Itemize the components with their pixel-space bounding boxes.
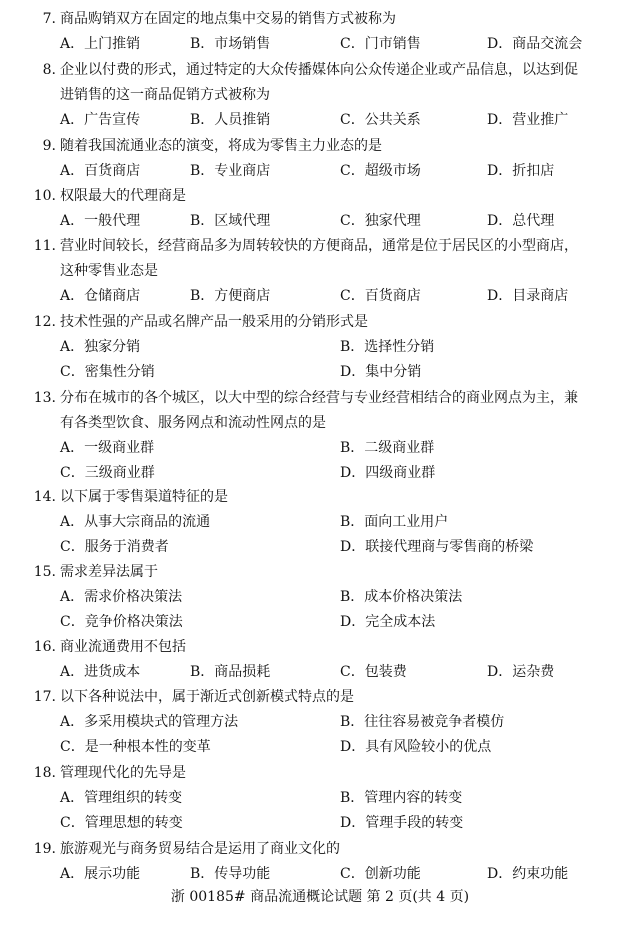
- option-b: B．商品损耗: [190, 664, 271, 680]
- option-c: C．竞争价格决策法: [60, 614, 183, 630]
- question-12: [0, 310, 640, 385]
- option-b: B．传导功能: [190, 866, 271, 882]
- question-10: [0, 184, 640, 234]
- option-a: A．展示功能: [60, 866, 141, 882]
- question-7: [0, 7, 640, 57]
- option-a: A．进货成本: [60, 664, 141, 680]
- question-number: 18.: [33, 765, 56, 781]
- option-b: B．人员推销: [190, 112, 271, 128]
- option-d: D．联接代理商与零售商的桥梁: [340, 539, 534, 555]
- question-number: 8.: [42, 62, 56, 78]
- question-8: [0, 58, 640, 133]
- option-d: D．管理手段的转变: [340, 815, 464, 831]
- option-c: C．门市销售: [340, 36, 421, 52]
- option-b: B．管理内容的转变: [340, 790, 463, 806]
- question-number: 16.: [33, 639, 56, 655]
- option-d: D．完全成本法: [340, 614, 436, 630]
- question-stem: 企业以付费的形式，通过特定的大众传播媒体向公众传递企业或产品信息，以达到促: [60, 62, 578, 78]
- option-d: D．折扣店: [487, 163, 555, 179]
- option-d: D．具有风险较小的优点: [340, 739, 492, 755]
- page-footer: 浙 00185# 商品流通概论试题 第 2 页(共 4 页): [170, 889, 470, 905]
- option-d: D．目录商店: [487, 288, 569, 304]
- question-9: [0, 134, 640, 184]
- question-11: [0, 234, 640, 309]
- option-a: A．从事大宗商品的流通: [60, 514, 211, 530]
- option-c: C．密集性分销: [60, 364, 155, 380]
- option-b: B．成本价格决策法: [340, 589, 463, 605]
- question-number: 13.: [33, 390, 56, 406]
- question-stem: 以下各种说法中，属于渐近式创新模式特点的是: [60, 689, 354, 705]
- option-a: A．一级商业群: [60, 440, 155, 456]
- question-16: [0, 635, 640, 685]
- option-d: D．四级商业群: [340, 465, 436, 481]
- option-d: D．运杂费: [487, 664, 555, 680]
- option-b: B．选择性分销: [340, 339, 435, 355]
- option-c: C．三级商业群: [60, 465, 155, 481]
- question-15: [0, 560, 640, 635]
- option-a: A．百货商店: [60, 163, 141, 179]
- question-18: [0, 761, 640, 836]
- question-number: 15.: [33, 564, 56, 580]
- option-a: A．仓储商店: [60, 288, 141, 304]
- option-a: A．广告宣传: [60, 112, 141, 128]
- option-b: B．专业商店: [190, 163, 271, 179]
- question-stem-continued: 进销售的这一商品促销方式被称为: [60, 87, 270, 103]
- option-b: B．市场销售: [190, 36, 271, 52]
- option-c: C．公共关系: [340, 112, 421, 128]
- option-a: A．多采用模块式的管理方法: [60, 714, 239, 730]
- question-13: [0, 386, 640, 486]
- question-number: 10.: [33, 188, 56, 204]
- question-number: 11.: [33, 238, 56, 254]
- question-number: 9.: [42, 138, 56, 154]
- option-b: B．区域代理: [190, 213, 271, 229]
- question-number: 7.: [42, 11, 56, 27]
- option-c: C．包装费: [340, 664, 407, 680]
- option-a: A．独家分销: [60, 339, 141, 355]
- option-d: D．集中分销: [340, 364, 422, 380]
- option-d: D．营业推广: [487, 112, 569, 128]
- option-c: C．管理思想的转变: [60, 815, 183, 831]
- question-number: 17.: [33, 689, 56, 705]
- question-stem: 需求差异法属于: [60, 564, 158, 580]
- option-b: B．面向工业用户: [340, 514, 449, 530]
- question-stem: 权限最大的代理商是: [60, 188, 186, 204]
- option-b: B．方便商店: [190, 288, 271, 304]
- option-d: D．总代理: [487, 213, 555, 229]
- option-d: D．约束功能: [487, 866, 569, 882]
- option-c: C．服务于消费者: [60, 539, 169, 555]
- question-stem-continued: 这种零售业态是: [60, 263, 158, 279]
- option-d: D．商品交流会: [487, 36, 583, 52]
- question-14: [0, 485, 640, 560]
- question-19: [0, 837, 640, 887]
- question-stem: 旅游观光与商务贸易结合是运用了商业文化的: [60, 841, 340, 857]
- option-c: C．是一种根本性的变革: [60, 739, 211, 755]
- option-c: C．创新功能: [340, 866, 421, 882]
- question-stem: 分布在城市的各个城区，以大中型的综合经营与专业经营相结合的商业网点为主，兼: [60, 390, 578, 406]
- option-a: A．上门推销: [60, 36, 141, 52]
- option-b: B．往往容易被竞争者模仿: [340, 714, 505, 730]
- option-a: A．管理组织的转变: [60, 790, 183, 806]
- option-b: B．二级商业群: [340, 440, 435, 456]
- question-number: 19.: [33, 841, 56, 857]
- question-stem: 商业流通费用不包括: [60, 639, 186, 655]
- option-a: A．需求价格决策法: [60, 589, 183, 605]
- question-stem-continued: 有各类型饮食、服务网点和流动性网点的是: [60, 415, 326, 431]
- option-c: C．百货商店: [340, 288, 421, 304]
- question-stem: 营业时间较长，经营商品多为周转较快的方便商品，通常是位于居民区的小型商店，: [60, 238, 578, 254]
- option-c: C．超级市场: [340, 163, 421, 179]
- question-stem: 以下属于零售渠道特征的是: [60, 489, 228, 505]
- question-17: [0, 685, 640, 760]
- option-a: A．一般代理: [60, 213, 141, 229]
- question-number: 14.: [33, 489, 56, 505]
- question-stem: 随着我国流通业态的演变，将成为零售主力业态的是: [60, 138, 382, 154]
- question-stem: 商品购销双方在固定的地点集中交易的销售方式被称为: [60, 11, 396, 27]
- question-number: 12.: [33, 314, 56, 330]
- option-c: C．独家代理: [340, 213, 421, 229]
- question-stem: 技术性强的产品或名牌产品一般采用的分销形式是: [60, 314, 368, 330]
- question-stem: 管理现代化的先导是: [60, 765, 186, 781]
